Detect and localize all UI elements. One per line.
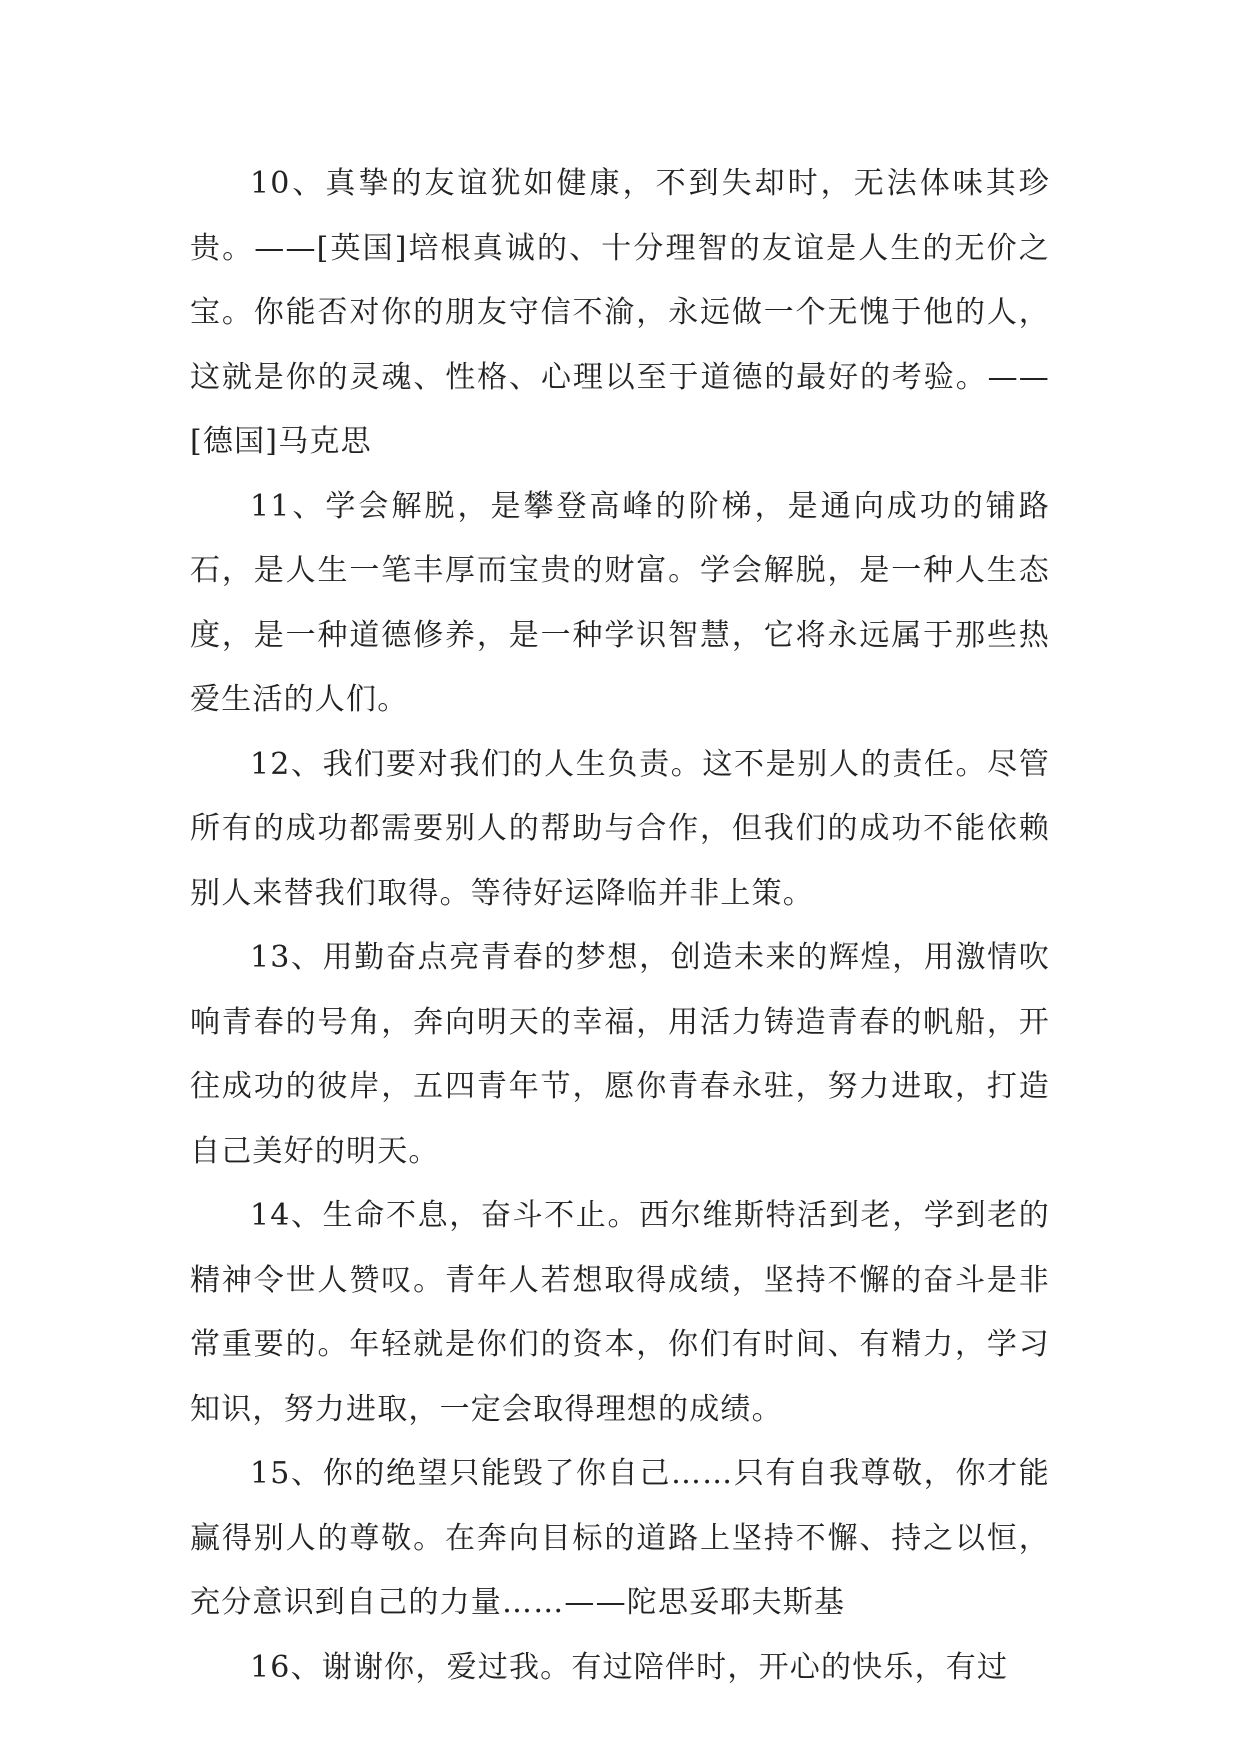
paragraph-10: 10、真挚的友谊犹如健康，不到失却时，无法体味其珍贵。——[英国]培根真诚的、十分理智的友谊是人生的无价之宝。你能否对你的朋友守信不渝，永远做一个无愧于他的人，这就是你的灵魂、性格、心理以至于道德的最好的考验。——[德国]马克思 — [190, 166, 1050, 459]
paragraph-12: 12、我们要对我们的人生负责。这不是别人的责任。尽管所有的成功都需要别人的帮助与合作，但我们的成功不能依赖别人来替我们取得。等待好运降临并非上策。 — [190, 746, 1050, 911]
document-body — [190, 152, 1050, 1700]
paragraph-15: 15、你的绝望只能毁了你自己……只有自我尊敬，你才能赢得别人的尊敬。在奔向目标的道路上坚持不懈、持之以恒，充分意识到自己的力量……——陀思妥耶夫斯基 — [190, 1456, 1050, 1620]
paragraph-13: 13、用勤奋点亮青春的梦想，创造未来的辉煌，用激情吹响青春的号角，奔向明天的幸福，用活力铸造青春的帆船，开往成功的彼岸，五四青年节，愿你青春永驻，努力进取，打造自己美好的明天。 — [190, 940, 1050, 1169]
paragraph-14: 14、生命不息，奋斗不止。西尔维斯特活到老，学到老的精神令世人赞叹。青年人若想取得成绩，坚持不懈的奋斗是非常重要的。年轻就是你们的资本，你们有时间、有精力，学习知识，努力进取，一定会取得理想的成绩。 — [190, 1198, 1050, 1427]
paragraph-11: 11、学会解脱，是攀登高峰的阶梯，是通向成功的铺路石，是人生一笔丰厚而宝贵的财富。学会解脱，是一种人生态度，是一种道德修养，是一种学识智慧，它将永远属于那些热爱生活的人们。 — [190, 488, 1050, 717]
paragraph-16: 16、谢谢你，爱过我。有过陪伴时，开心的快乐，有过 — [250, 1649, 1009, 1685]
